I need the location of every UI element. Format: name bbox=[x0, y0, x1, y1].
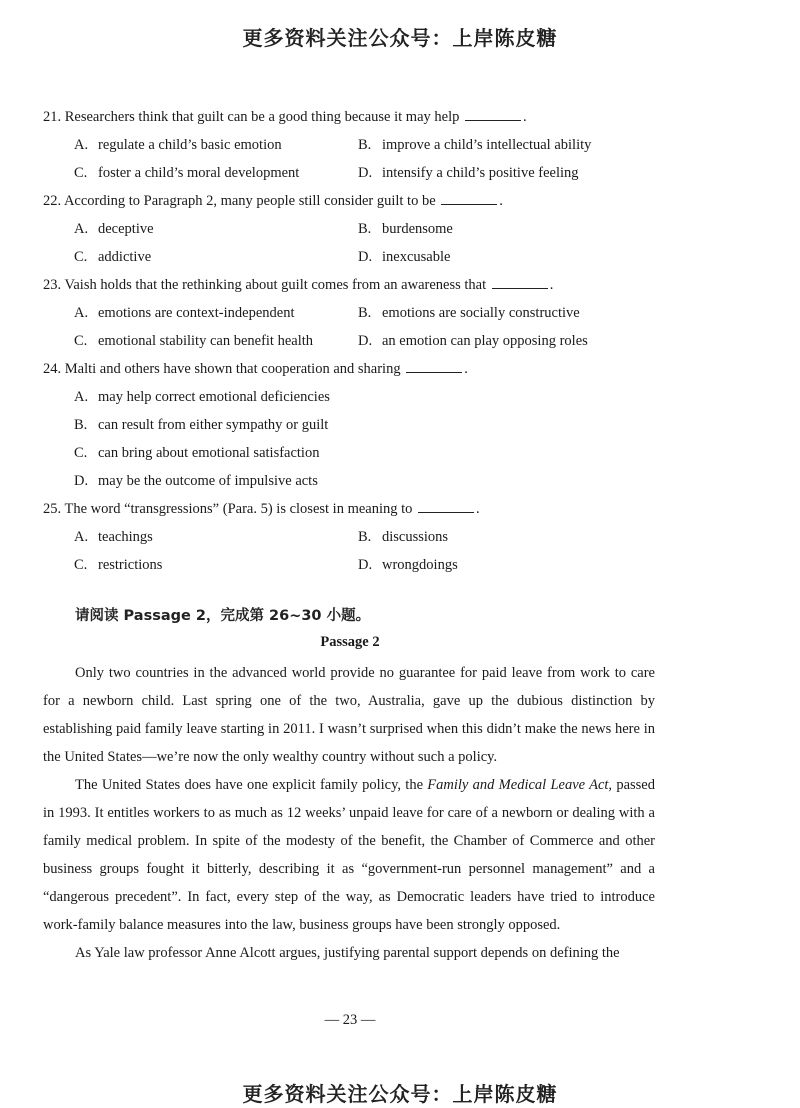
option-text: regulate a child’s basic emotion bbox=[98, 137, 282, 153]
passage-paragraph-2 bbox=[43, 771, 655, 939]
option-text: inexcusable bbox=[382, 249, 451, 265]
option-d bbox=[358, 159, 642, 187]
header-banner: 更多资料关注公众号：上岸陈皮糖 bbox=[242, 26, 558, 50]
option-text: deceptive bbox=[98, 221, 154, 237]
option-b bbox=[358, 523, 642, 551]
answer-blank bbox=[492, 274, 548, 289]
option-c bbox=[43, 439, 663, 467]
option-letter: A. bbox=[74, 389, 89, 405]
passage-paragraph-3: As Yale law professor Anne Alcott argues, justifying parental support depends on defining the bbox=[75, 945, 620, 961]
footer-banner: 更多资料关注公众号：上岸陈皮糖 bbox=[242, 1082, 558, 1106]
question-stem-text: The word “transgressions” (Para. 5) is closest in meaning to bbox=[64, 501, 413, 517]
option-letter: C. bbox=[74, 333, 88, 349]
act-title: Family and Medical Leave Act bbox=[427, 777, 609, 793]
question-stem bbox=[43, 495, 663, 523]
option-letter: B. bbox=[358, 305, 372, 321]
option-text: addictive bbox=[98, 249, 152, 265]
option-row bbox=[43, 523, 663, 551]
option-a bbox=[74, 299, 358, 327]
answer-blank bbox=[441, 190, 497, 205]
option-text: teachings bbox=[98, 529, 153, 545]
answer-blank bbox=[406, 358, 462, 373]
question-number: 24. bbox=[43, 361, 62, 377]
option-b bbox=[358, 131, 642, 159]
option-b bbox=[43, 411, 663, 439]
question-stem-text: Researchers think that guilt can be a good thing because it may help bbox=[64, 109, 460, 125]
question-stem-end: . bbox=[464, 361, 468, 377]
question-stem bbox=[43, 103, 663, 131]
passage-paragraph-1: Only two countries in the advanced world provide no guarantee for paid leave from work to care for a newborn child. Last spring one of the two, Australia, gave up the dubious distinction by establishing paid family leave starting in 2011. I wasn’t surprised when this didn’t make the news here in the United States—we’re now the only wealthy country without such a policy. bbox=[43, 665, 655, 765]
option-text: restrictions bbox=[98, 557, 163, 573]
option-letter: C. bbox=[74, 445, 88, 461]
option-b bbox=[358, 299, 642, 327]
option-text: emotions are socially constructive bbox=[382, 305, 580, 321]
answer-blank bbox=[418, 498, 474, 513]
question-stem-end: . bbox=[522, 109, 527, 125]
option-text: can result from either sympathy or guilt bbox=[98, 417, 329, 433]
question-stem-end: . bbox=[499, 193, 503, 209]
option-row bbox=[43, 159, 663, 187]
option-row bbox=[43, 243, 663, 271]
option-letter: A. bbox=[74, 137, 89, 153]
page-number: — 23 — bbox=[324, 1012, 376, 1028]
question-stem-end: . bbox=[476, 501, 480, 517]
option-text: emotions are context-independent bbox=[98, 305, 295, 321]
option-letter: B. bbox=[358, 137, 372, 153]
option-letter: D. bbox=[358, 249, 373, 265]
option-letter: B. bbox=[358, 529, 372, 545]
question-stem bbox=[43, 271, 663, 299]
option-a bbox=[74, 215, 358, 243]
option-letter: D. bbox=[74, 473, 89, 489]
question-number: 21. bbox=[43, 109, 62, 125]
option-text: emotional stability can benefit health bbox=[98, 333, 314, 349]
option-c bbox=[74, 243, 358, 271]
option-row bbox=[43, 215, 663, 243]
question-21 bbox=[43, 103, 663, 187]
option-letter: B. bbox=[74, 417, 88, 433]
question-number: 25. bbox=[43, 501, 62, 517]
option-letter: A. bbox=[74, 305, 89, 321]
question-stem bbox=[43, 355, 663, 383]
question-22 bbox=[43, 187, 663, 271]
question-24 bbox=[43, 355, 663, 495]
option-text: improve a child’s intellectual ability bbox=[382, 137, 592, 153]
option-c bbox=[74, 551, 358, 579]
option-text: may be the outcome of impulsive acts bbox=[98, 473, 318, 489]
option-row bbox=[43, 299, 663, 327]
option-b bbox=[358, 215, 642, 243]
option-text: foster a child’s moral development bbox=[98, 165, 300, 181]
question-stem-text: According to Paragraph 2, many people still consider guilt to be bbox=[63, 193, 436, 209]
option-letter: A. bbox=[74, 529, 89, 545]
option-d bbox=[43, 467, 663, 495]
question-23 bbox=[43, 271, 663, 355]
section-instruction: 请阅读 Passage 2，完成第 26~30 小题。 bbox=[75, 608, 371, 624]
option-text: wrongdoings bbox=[382, 557, 458, 573]
option-letter: C. bbox=[74, 557, 88, 573]
option-row bbox=[43, 327, 663, 355]
option-a bbox=[74, 523, 358, 551]
option-text: discussions bbox=[382, 529, 449, 545]
passage-title: Passage 2 bbox=[320, 634, 380, 650]
option-letter: C. bbox=[74, 249, 88, 265]
option-c bbox=[74, 159, 358, 187]
question-list bbox=[43, 103, 663, 579]
question-stem-text: Vaish holds that the rethinking about guilt comes from an awareness that bbox=[64, 277, 487, 293]
option-d bbox=[358, 551, 642, 579]
option-letter: D. bbox=[358, 557, 373, 573]
option-letter: B. bbox=[358, 221, 372, 237]
option-text: may help correct emotional deficiencies bbox=[98, 389, 330, 405]
option-letter: A. bbox=[74, 221, 89, 237]
question-stem bbox=[43, 187, 663, 215]
question-number: 23. bbox=[43, 277, 62, 293]
question-25 bbox=[43, 495, 663, 579]
option-d bbox=[358, 243, 642, 271]
option-a bbox=[74, 131, 358, 159]
option-c bbox=[74, 327, 358, 355]
option-letter: D. bbox=[358, 165, 373, 181]
question-number: 22. bbox=[43, 193, 62, 209]
option-text: can bring about emotional satisfaction bbox=[98, 445, 320, 461]
option-row bbox=[43, 551, 663, 579]
question-stem-end: . bbox=[549, 277, 554, 293]
option-a bbox=[43, 383, 663, 411]
option-row bbox=[43, 131, 663, 159]
option-text: burdensome bbox=[382, 221, 453, 237]
option-text: intensify a child’s positive feeling bbox=[382, 165, 579, 181]
paragraph-text: The United States does have one explicit family policy, the bbox=[75, 777, 428, 793]
paragraph-text: , passed in 1993. It entitles workers to as much as 12 weeks’ unpaid leave for care of a newborn or dealing with a family medical problem. In spite of the modesty of the benefit, the Chamber of Commerce and other business groups fought it bitterly, describing it as “government-run personnel management” and a “dangerous precedent”. In fact, every step of the way, as Democratic leaders have tried to introduce work-family balance measures into the law, business groups have been strongly opposed. bbox=[43, 777, 655, 933]
option-text: an emotion can play opposing roles bbox=[382, 333, 588, 349]
option-d bbox=[358, 327, 642, 355]
option-letter: C. bbox=[74, 165, 88, 181]
answer-blank bbox=[465, 106, 521, 121]
passage-body bbox=[43, 659, 655, 967]
question-stem-text: Malti and others have shown that cooperation and sharing bbox=[64, 361, 401, 377]
option-letter: D. bbox=[358, 333, 373, 349]
